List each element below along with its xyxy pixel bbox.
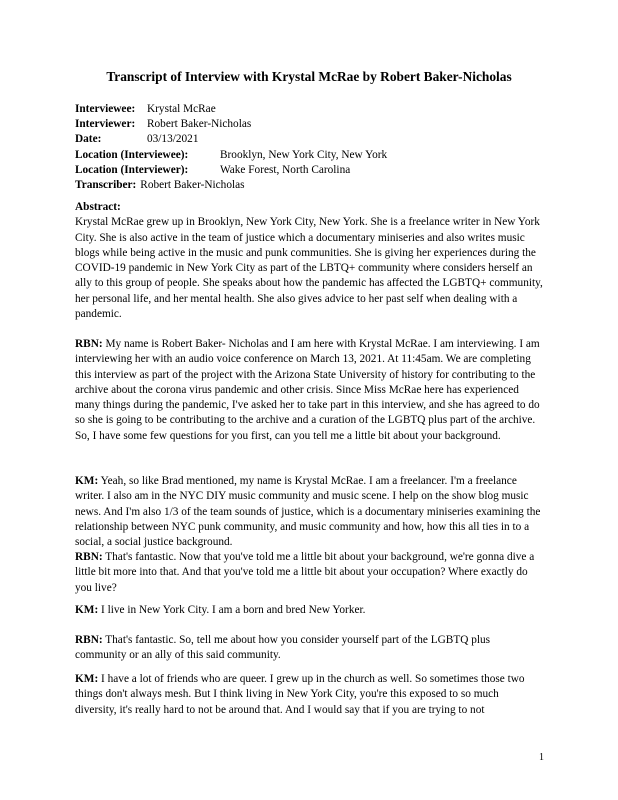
transcript-turn-6 — [75, 672, 543, 718]
turn-text: That's fantastic. Now that you've told me a little bit about your background, we're gonna dive a little bit more into that. And that you've told me a little bit about your occupation? Where exactly do you live? — [75, 551, 535, 594]
page-number: 1 — [539, 752, 544, 763]
turn-text: Yeah, so like Brad mentioned, my name is Krystal McRae. I am a freelancer. I'm a freelance writer. I also am in the NYC DIY music community and music scene. I help on the show blog music news. And I'm also 1/3 of the team sounds of justice, which is a documentary miniseries examining the relationship between NYC punk community, and music community and how, how this all ties in to a social, a social justice background. — [75, 475, 541, 549]
abstract-text: Krystal McRae grew up in Brooklyn, New York City, New York. She is a freelance writer in New York City. She is also active in the team of justice which a documentary miniseries and also writes music blogs while being active in the music and punk communities. She is giving her experiences during the COVID-19 pandemic in New York City as part of the LBTQ+ community where considers herself an ally to this group of people. She speaks about how the pandemic has affected the LGBTQ+ community, her personal life, and her mental health. She also gives advice to her past self when dealing with a pandemic. — [75, 216, 543, 321]
speaker-label: KM: — [75, 475, 99, 487]
abstract-label: Abstract: — [75, 201, 121, 213]
speaker-label: KM: — [75, 673, 99, 685]
interviewer-value: Robert Baker-Nicholas — [147, 118, 252, 131]
date-label: Date: — [75, 133, 102, 146]
turn-text: My name is Robert Baker- Nicholas and I am here with Krystal McRae. I am interviewing. I am interviewing her with an audio voice conference on March 13, 2021. At 11:45am. We are completing this interview as part of the project with the Arizona State University of history for contributing to the archive about the corona virus pandemic and other crisis. Since Miss McRae here has experienced many things during the pandemic, I've asked her to take part in this interview, and she has agreed to do so she is going to be contributing to the archive and a curation of the LGBTQ plus part of the archive. So, I have some few questions for you first, can you tell me a little bit about your background. — [75, 338, 540, 442]
meta-transcriber — [75, 178, 387, 193]
meta-interviewee — [75, 102, 387, 117]
speaker-label: RBN: — [75, 551, 103, 563]
location-interviewer-label: Location (Interviewer): — [75, 163, 189, 176]
interview-metadata — [75, 102, 387, 193]
transcriber-value: Robert Baker-Nicholas — [140, 179, 245, 192]
speaker-label: RBN: — [75, 634, 103, 646]
transcriber-label: Transcriber: — [75, 179, 137, 192]
turn-text: That's fantastic. So, tell me about how you consider yourself part of the LGBTQ plus community or an ally of this said community. — [75, 634, 491, 662]
speaker-label: RBN: — [75, 338, 103, 350]
transcript-turn-2 — [75, 474, 543, 550]
meta-interviewer — [75, 117, 387, 132]
interviewer-label: Interviewer: — [75, 118, 136, 131]
document-title: Transcript of Interview with Krystal McRae by Robert Baker-Nicholas — [106, 69, 512, 84]
transcript-turn-5 — [75, 633, 543, 664]
interviewee-value: Krystal McRae — [147, 103, 216, 115]
interviewee-label: Interviewee: — [75, 103, 136, 115]
turn-text: I have a lot of friends who are queer. I grew up in the church as well. So sometimes those two things don't always mesh. But I think living in New York City, you're this exposed to so much diversity, it's really hard to not be around that. And I would say that if you are trying to not — [75, 673, 525, 716]
date-value: 03/13/2021 — [147, 133, 199, 146]
speaker-label: KM: — [75, 604, 99, 616]
transcript-turn-4 — [75, 603, 543, 618]
abstract-section — [75, 200, 543, 322]
location-interviewee-value: Brooklyn, New York City, New York — [220, 148, 388, 161]
turn-text: I live in New York City. I am a born and bred New Yorker. — [101, 604, 366, 616]
meta-date — [75, 132, 387, 147]
transcript-turn-1 — [75, 337, 543, 444]
meta-location-interviewer — [75, 163, 387, 178]
location-interviewer-value: Wake Forest, North Carolina — [220, 163, 351, 176]
location-interviewee-label: Location (Interviewee): — [75, 148, 189, 161]
meta-location-interviewee — [75, 148, 387, 163]
transcript-turn-3 — [75, 550, 543, 596]
